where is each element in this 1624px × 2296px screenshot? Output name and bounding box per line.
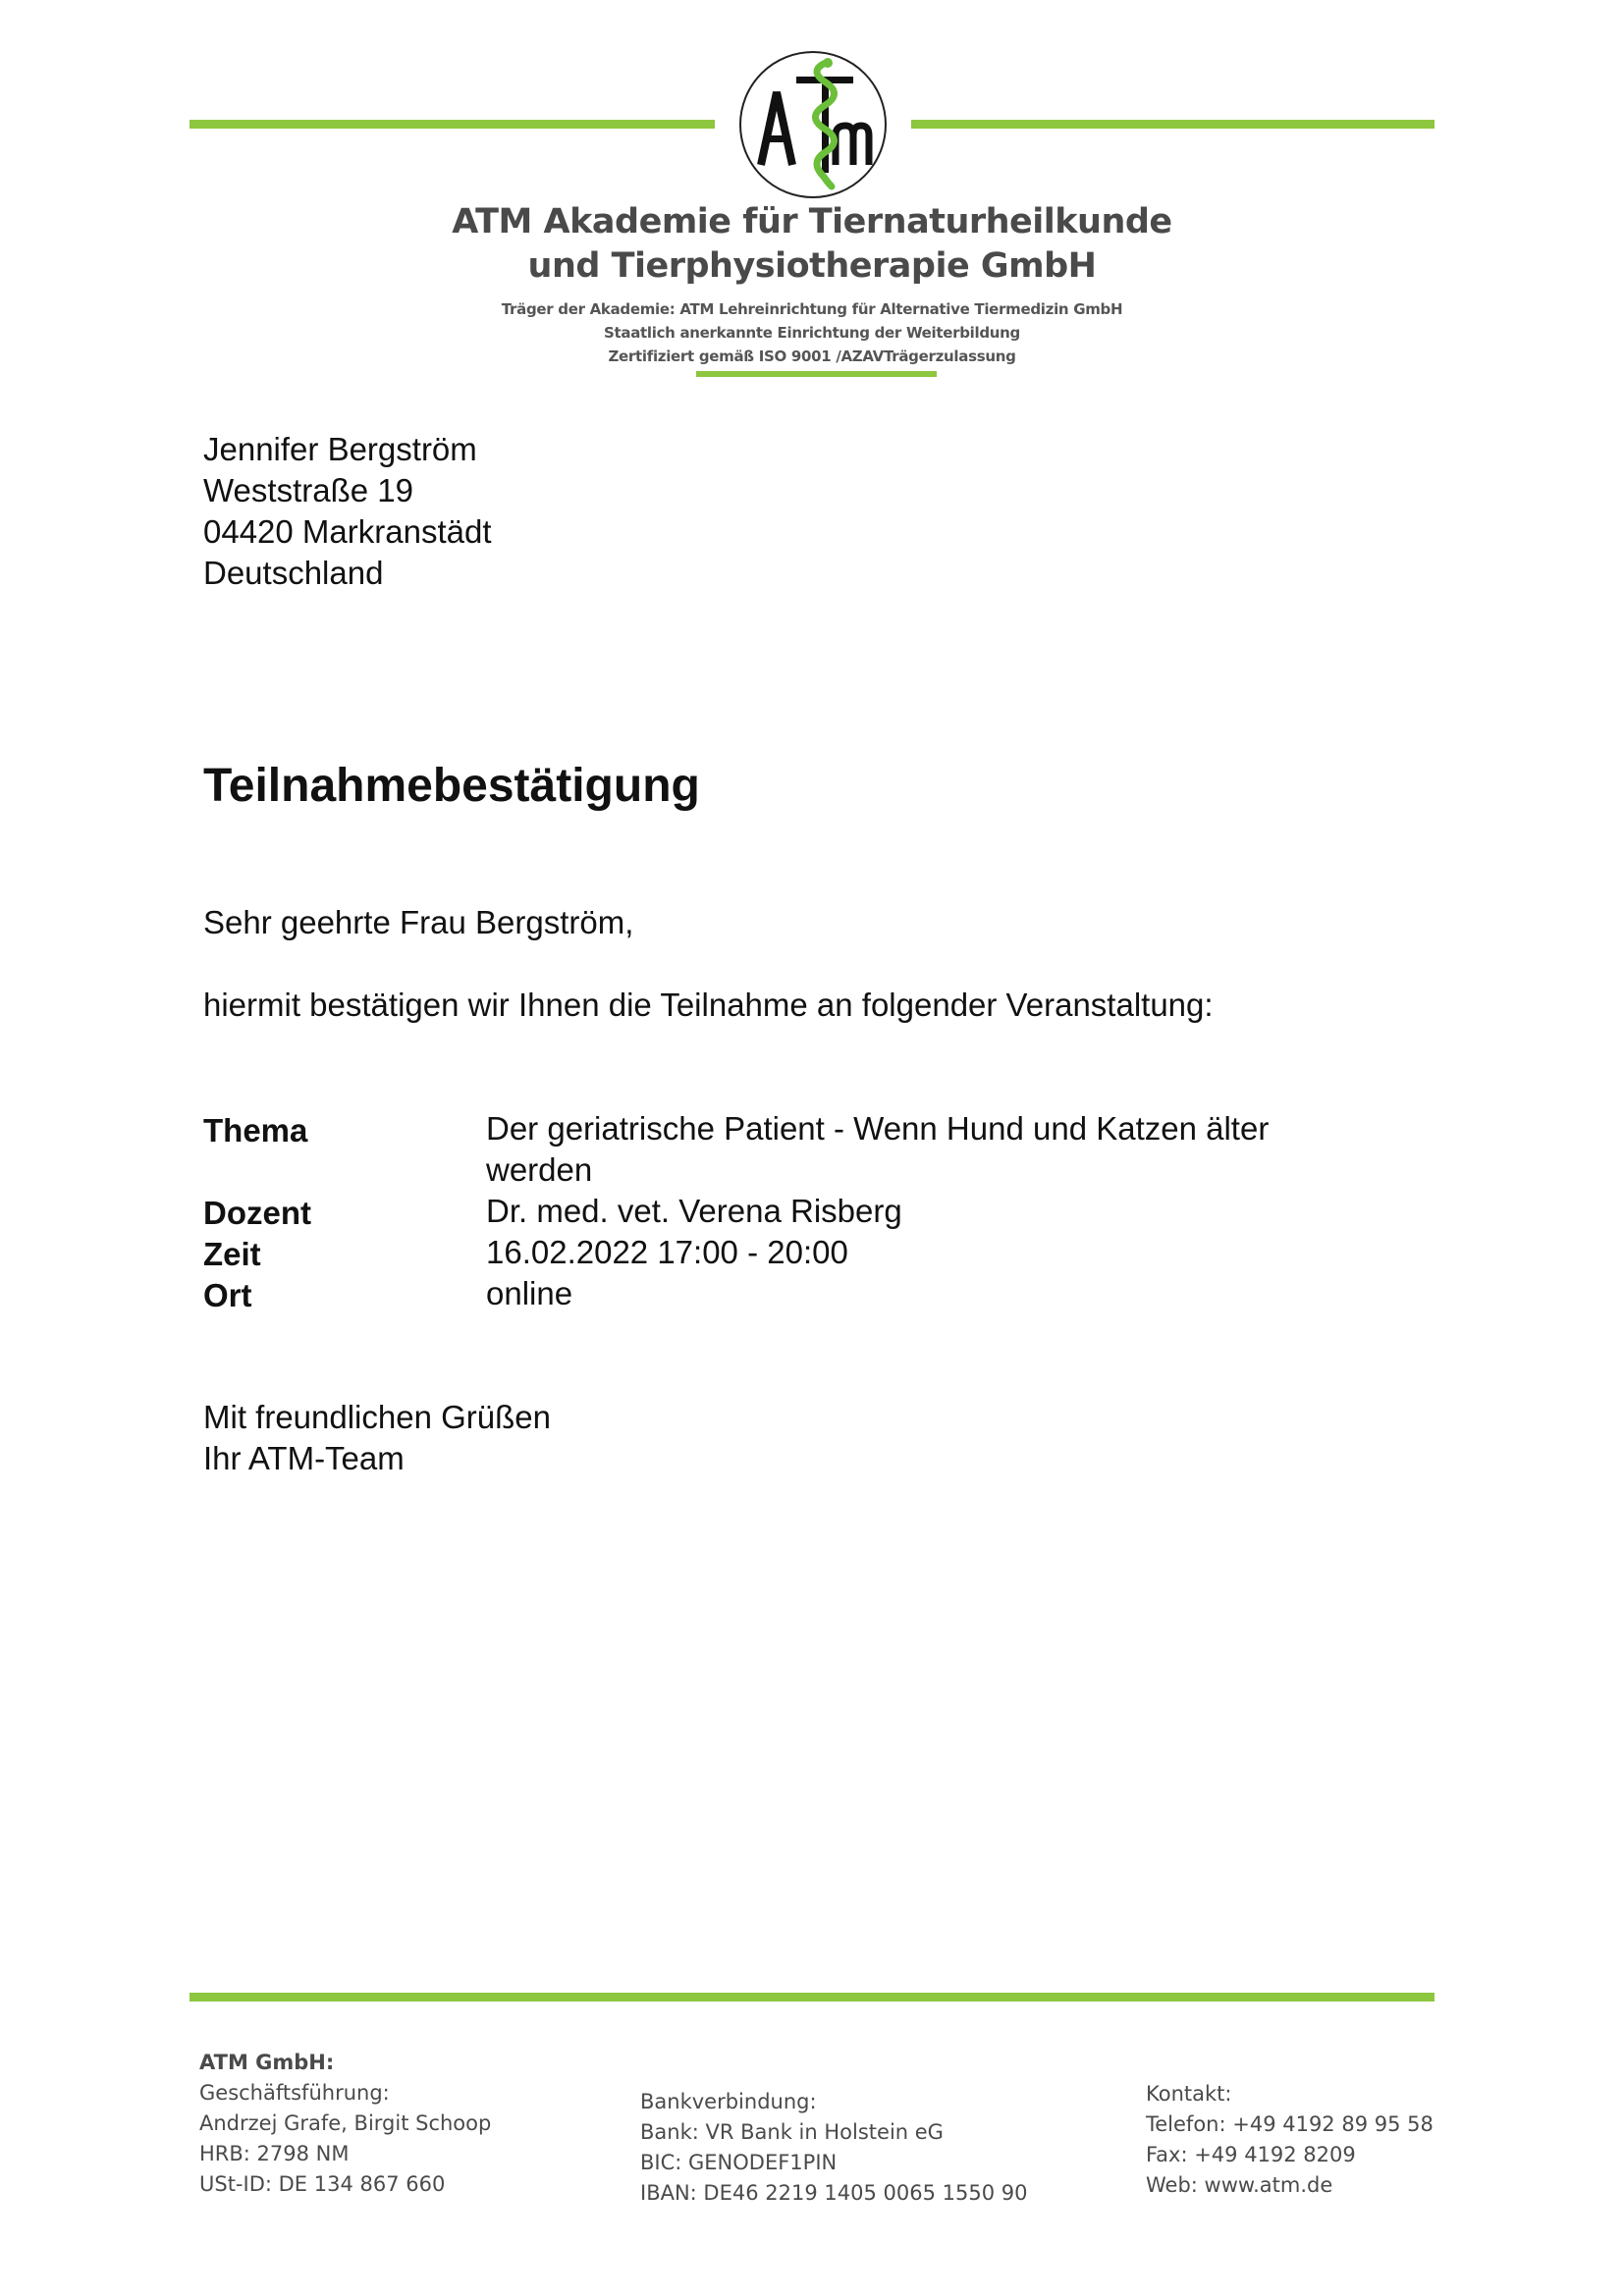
topic-label: Thema [203,1112,308,1148]
closing-greeting: Mit freundlichen Grüßen [203,1399,551,1435]
footer-company-name: ATM GmbH: [199,2051,335,2074]
footer-management-label: Geschäftsführung: [199,2081,390,2105]
closing-signature: Ihr ATM-Team [203,1440,405,1476]
footer-line [189,1993,1435,2002]
footer-phone: Telefon: +49 4192 89 95 58 [1146,2112,1434,2136]
lecturer-value: Dr. med. vet. Verena Risberg [486,1193,902,1229]
topic-value-line2: werden [486,1151,593,1188]
footer-contact [1146,2079,1434,2201]
recipient-name: Jennifer Bergström [203,431,477,467]
intro-text: hiermit bestätigen wir Ihnen die Teilnahme an folgender Veranstaltung: [203,987,1214,1023]
time-label: Zeit [203,1236,261,1272]
header-line-left [189,120,715,129]
footer-managers: Andrzej Grafe, Birgit Schoop [199,2111,492,2135]
footer-contact-label: Kontakt: [1146,2082,1232,2106]
org-name-line2: und Tierphysiotherapie GmbH [527,246,1097,286]
footer-company [199,2048,491,2200]
header-line-right [911,120,1435,129]
location-value: online [486,1275,573,1311]
header-underline [696,371,937,377]
recipient-city: 04420 Markranstädt [203,513,492,550]
footer-hrb: HRB: 2798 NM [199,2142,350,2165]
document-title: Teilnahmebestätigung [203,760,700,812]
footer-bank-label: Bankverbindung: [640,2090,817,2113]
time-value: 16.02.2022 17:00 - 20:00 [486,1234,848,1270]
lecturer-label: Dozent [203,1195,311,1231]
footer-fax: Fax: +49 4192 8209 [1146,2143,1356,2166]
footer-iban: IBAN: DE46 2219 1405 0065 1550 90 [640,2181,1028,2205]
location-label: Ort [203,1277,252,1313]
topic-value-line1: Der geriatrische Patient - Wenn Hund und Katzen älter [486,1110,1270,1147]
org-sub-line1: Träger der Akademie: ATM Lehreinrichtung für Alternative Tiermedizin GmbH [501,300,1123,318]
footer-bank-name: Bank: VR Bank in Holstein eG [640,2120,944,2144]
footer-vat: USt-ID: DE 134 867 660 [199,2172,446,2196]
atm-logo [737,49,889,200]
org-name-line1: ATM Akademie für Tiernaturheilkunde [452,202,1172,241]
recipient-country: Deutschland [203,555,384,591]
footer-bic: BIC: GENODEF1PIN [640,2151,838,2174]
org-sub-line3: Zertifiziert gemäß ISO 9001 /AZAVTrägerzulassung [608,347,1016,365]
salutation: Sehr geehrte Frau Bergström, [203,904,634,940]
org-sub-line2: Staatlich anerkannte Einrichtung der Weiterbildung [604,324,1020,342]
footer-bank [640,2087,1027,2209]
recipient-street: Weststraße 19 [203,472,413,508]
footer-web[interactable]: Web: www.atm.de [1146,2173,1333,2197]
